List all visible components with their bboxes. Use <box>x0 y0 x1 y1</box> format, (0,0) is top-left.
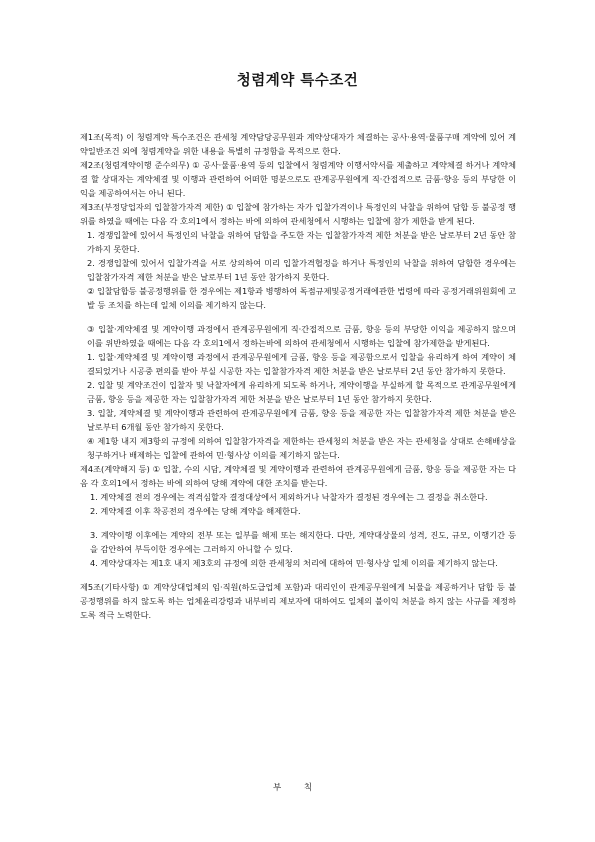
article-3-clause-3: ③ 입찰·계약체결 및 계약이행 과정에서 관계공무원에게 직·간접적으로 금품, 향응 등의 부당한 이익을 제공하지 않으며 이를 위반하였을 때에는 다음 각 호의1에서 정하는바에 의하여 관세청에서 시행하는 입찰에 참가제한을 받게된다. <box>87 324 516 348</box>
article-3-clause-4: ④ 제1항 내지 제3항의 규정에 의하여 입찰참가자격을 제한하는 관세청의 처분을 받은 자는 관세청을 상대로 손해배상을 청구하거나 배제하는 입찰에 관하여 민·형사상 이의를 제기하지 않는다. <box>87 436 516 460</box>
article-5: 제5조(기타사항) ① 계약상대업체의 임·직원(하도급업체 포함)과 대리인이 관계공무원에게 뇌물을 제공하거나 담합 등 불공정행위를 하지 않도록 하는 업체윤리강령과 내부비리 제보자에 대하여도 일체의 불이익 처분을 하지 않는 사규를 제정하도록 적극 노력한다. <box>80 582 516 620</box>
article-4: 제4조(계약해지 등) ① 입찰, 수의 시담, 계약체결 및 계약이행과 관련하여 관계공무원에게 금품, 향응 등을 제공한 자는 다음 각 호의1에서 정하는 바에 의하여 당해 계약에 대한 조치를 받는다. <box>80 464 516 488</box>
article-4-item-1: 1. 계약체결 전의 경우에는 적격심할자 결정대상에서 제외하거나 낙찰자가 결정된 경우에는 그 결정을 취소한다. <box>90 492 488 502</box>
article-4-item-3: 3. 계약이행 이후에는 계약의 전부 또는 일부를 해제 또는 해지한다. 다만, 계약대상물의 성격, 진도, 규모, 이행기간 등을 감안하여 부득이한 경우에는 그러하지 아니할 수 있다. <box>90 530 516 554</box>
spacer <box>80 312 516 322</box>
article-1: 제1조(목적) 이 청렴계약 특수조건은 관세청 계약담당공무원과 계약상대자가 체결하는 공사·용역·물품구매 계약에 있어 계약일반조건 외에 청렴계약을 위한 내용을 특별히 규정함을 목적으로 한다. <box>80 132 516 156</box>
article-3-item-2: 2. 경쟁입찰에 있어서 입찰가격을 서로 상의하여 미리 입찰가격협정을 하거나 특정인의 낙찰을 위하여 담합한 경우에는 입찰참가자격 제한 처분을 받은 날로부터 1년 동안 참가하지 못한다. <box>87 258 516 282</box>
article-3-clause-3-item-3: 3. 입찰, 계약체결 및 계약이행과 관련하여 관계공무원에게 금품, 향응 등을 제공한 자는 입찰참가자격 제한 처분을 받은 날로부터 6개월 동안 참가하지 못한다. <box>87 408 516 432</box>
spacer <box>80 518 516 528</box>
document-body <box>80 130 516 622</box>
addendum-heading: 부 칙 <box>272 783 323 793</box>
article-3: 제3조(부정당업자의 입찰참가자격 제한) ① 입찰에 참가하는 자가 입찰가격이나 특정인의 낙찰을 위하여 담합 등 불공정 행위를 하였을 때에는 다음 각 호의1에서 정하는 바에 의하여 관세청에서 시행하는 입찰에 참가 제한을 받게 된다. <box>80 202 516 226</box>
article-4-item-4: 4. 계약상대자는 제1호 내지 제3호의 규정에 의한 관세청의 처리에 대하여 민·형사상 일체 이의를 제기하지 않는다. <box>90 558 498 568</box>
spacer <box>80 570 516 580</box>
article-3-item-1: 1. 경쟁입찰에 있어서 특정인의 낙찰을 위하여 담합을 주도한 자는 입찰참가자격 제한 처분을 받은 날로부터 2년 동안 참가하지 못한다. <box>87 230 516 254</box>
article-3-clause-2: ② 입찰담합등 불공정행위를 한 경우에는 제1항과 병행하여 독점규제및공정거래에관한 법령에 따라 공정거래위원회에 고발 등 조치를 하는데 일체 이의를 제기하지 않는다. <box>87 286 516 310</box>
article-3-clause-3-item-2: 2. 입찰 및 계약조건이 입찰자 및 낙찰자에게 유리하게 되도록 하거나, 계약이행을 부실하게 할 목적으로 관계공무원에게 금품, 향응 등을 제공한 자는 입찰참가자격 제한 처분을 받은 날로부터 1년 동안 참가하지 못한다. <box>87 380 516 404</box>
article-4-item-2: 2. 계약체결 이후 착공전의 경우에는 당해 계약을 해제한다. <box>90 506 301 516</box>
article-3-clause-3-item-1: 1. 입찰·계약체결 및 계약이행 과정에서 관계공무원에게 금품, 향응 등을 제공함으로서 입찰을 유리하게 하여 계약이 체결되었거나 시공중 편의를 받아 부실 시공한 자는 입찰참가자격 제한 처분을 받은 날로부터 2년 동안 참가하지 못한다. <box>87 352 516 376</box>
article-2: 제2조(청렴계약이행 준수의무) ① 공사·물품·용역 등의 입찰에서 청렴계약 이행서약서를 제출하고 계약체결 하거나 계약체결 할 상대자는 계약체결 및 이행과 관련하여 어떠한 명분으로도 관계공무원에게 직·간접적으로 금품·향응 등의 부당한 이익을 제공하여서는 아니 된다. <box>80 160 516 198</box>
document-title: 청렴계약 특수조건 <box>236 73 359 89</box>
